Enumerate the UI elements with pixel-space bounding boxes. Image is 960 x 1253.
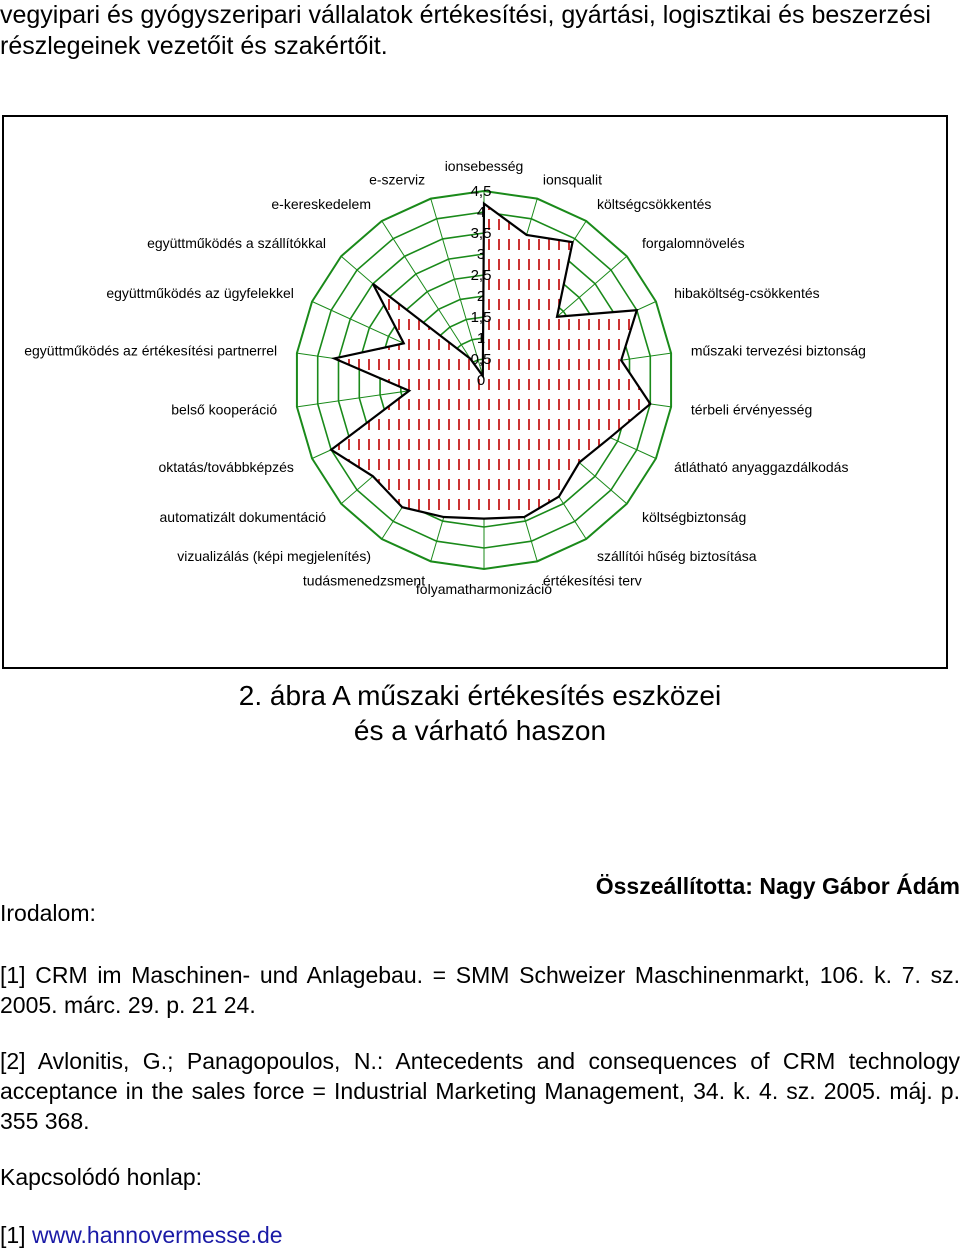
related-site-link[interactable]: www.hannovermesse.de [31,1222,283,1248]
category-label: tudásmenedzsment [302,572,426,589]
literature-heading: Irodalom: [0,900,96,926]
category-label: ionsqualit [542,171,603,188]
category-label: szállítói hűség biztosítása [596,547,757,564]
category-label: belső kooperáció [171,401,278,418]
related-site-entry [0,1222,283,1249]
category-label: együttműködés az ügyfelekkel [106,285,294,302]
category-label: átlátható anyaggazdálkodás [674,458,849,475]
category-label: ionsebesség [444,158,524,174]
intro-paragraph: vegyipari és gyógyszeripari vállalatok értékesítési, gyártási, logisztikai és beszerzési részlegeinek vezetőit és szakértőit. [0,1,931,60]
axis-tick-label: 4,5 [470,183,492,200]
axis-tick-label: 3,5 [470,225,492,242]
related-site-prefix: [1] [0,1222,32,1248]
reference-1: [1] CRM im Maschinen- und Anlagebau. = SMM Schweizer Maschinenmarkt, 106. k. 7. sz. 2005. márc. 29. p. 21 24. [0,962,960,1018]
axis-tick-label: 1,5 [470,309,492,326]
category-label: költségbiztonság [641,508,747,525]
category-label: forgalomnövelés [641,235,745,252]
figure-caption [0,678,960,748]
related-site-heading: Kapcsolódó honlap: [0,1164,203,1190]
reference-2: [2] Avlonitis, G.; Panagopoulos, N.: Antecedents and consequences of CRM technology acceptance in the sales force = Industrial Marketing Management, 34. k. 4. sz. 2005. máj. p. 355 368. [0,1048,960,1134]
radar-chart-frame [2,115,948,669]
caption-line-1: 2. ábra A műszaki értékesítés eszközei [238,680,722,711]
caption-line-2: és a várható haszon [353,715,607,746]
category-label: együttműködés a szállítókkal [147,235,327,252]
axis-tick-label: 4 [476,204,486,221]
axis-tick-label: 3 [476,246,486,263]
axis-tick-label: 2,5 [470,267,492,284]
author-credit: Összeállította: Nagy Gábor Ádám [595,873,960,899]
axis-tick-label: 0,5 [470,351,492,368]
category-label: térbeli érvényesség [690,401,813,418]
axis-tick-label: 1 [476,330,486,347]
category-label: hibaköltség-csökkentés [674,285,820,302]
category-label: műszaki tervezési biztonság [690,342,866,359]
category-label: e-kereskedelem [271,196,372,213]
axis-tick-label: 2 [476,288,486,305]
category-label: oktatás/továbbképzés [158,458,294,475]
axis-tick-label: 0 [476,372,486,389]
category-label: együttműködés az értékesítési partnerrel [24,342,278,359]
category-label: automatizált dokumentáció [159,508,327,525]
category-label: vizualizálás (képi megjelenítés) [177,547,372,564]
category-label: értékesítési terv [542,572,642,589]
category-label: e-szerviz [369,171,426,188]
radar-chart [4,117,946,667]
category-label: folyamatharmonizáció [415,581,553,597]
category-label: költségcsökkentés [596,196,712,213]
